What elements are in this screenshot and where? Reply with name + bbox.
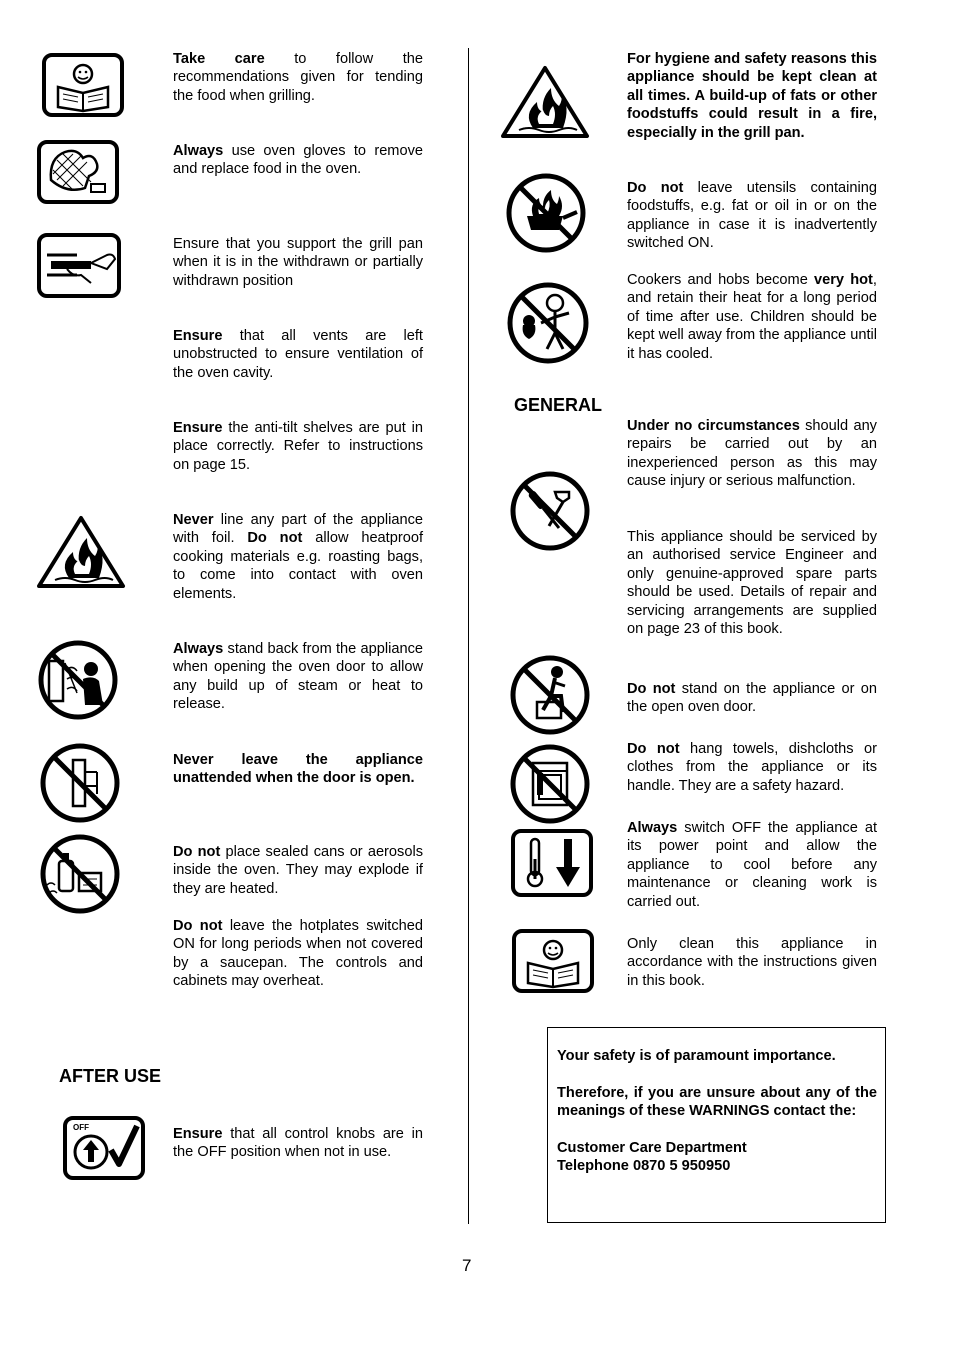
notice-line-1: Your safety is of paramount importance. [557,1048,836,1064]
fire-warning-icon [499,64,591,140]
no-standing-icon [509,654,591,736]
no-aerosols-icon [39,833,121,915]
right-item-2: Do not leave utensils containing foodstuffs, e.g. fat or oil in or on the appliance in case it is inadvertently switched ON. [627,180,877,252]
left-item-7: Always stand back from the appliance when opening the oven door to allow any build up of steam or heat to release. [173,641,423,713]
left-item-2: Always use oven gloves to remove and replace food in the oven. [173,143,423,178]
keep-children-away-icon [505,281,591,365]
reading-person-icon [42,53,124,117]
left-item-4: Ensure that all vents are left unobstructed to ensure ventilation of the oven cavity. [173,328,423,381]
general-item-2: This appliance should be serviced by an authorised service Engineer and only genuine-approved spare parts should be used. Details of repair and servicing arrangements are supplied on page 23 of this book. [627,529,877,638]
left-item-8: Never leave the appliance unattended when the door is open. [173,752,423,787]
no-diy-repair-icon [509,470,591,552]
left-item-3: Ensure that you support the grill pan when it is in the withdrawn or partially withdrawn position [173,236,423,289]
steam-warning-icon [37,639,119,721]
general-heading: GENERAL [514,395,603,415]
general-item-3: Do not stand on the appliance or on the open oven door. [627,681,877,716]
left-item-1: Take care to follow the recommendations given for tending the food when grilling. [173,51,423,104]
no-hanging-towels-icon [509,743,591,825]
notice-line-3: Customer Care Department [557,1140,747,1156]
notice-line-4: Telephone 0870 5 950950 [557,1158,731,1175]
page-number: 7 [462,1256,472,1275]
left-item-5: Ensure the anti-tilt shelves are put in place correctly. Refer to instructions on page 15. [173,420,423,473]
off-label: OFF [73,1123,89,1132]
grill-pan-support-icon [37,233,121,298]
general-item-5: Always switch OFF the appliance at its power point and allow the appliance to cool before any maintenance or cleaning work is carried out. [627,820,877,910]
notice-line-2: Therefore, if you are unsure about any of the meanings of these WARNINGS contact the: [557,1084,877,1120]
after-use-item: Ensure that all control knobs are in the OFF position when not in use. [173,1126,423,1161]
open-door-prohibited-icon [39,742,121,824]
cool-down-icon [511,829,593,897]
no-burning-pan-icon [505,172,587,254]
oven-glove-icon [37,140,119,204]
after-use-heading: AFTER USE [59,1066,162,1086]
general-item-1: Under no circumstances should any repairs be carried out by an inexperienced person as this may cause injury or serious malfunction. [627,418,877,490]
safety-notice-box [547,1027,886,1223]
left-item-10: Do not leave the hotplates switched ON for long periods when not covered by a saucepan. The controls and cabinets may overheat. [173,918,423,990]
general-item-6: Only clean this appliance in accordance with the instructions given in this book. [627,936,877,989]
right-item-3: Cookers and hobs become very hot, and retain their heat for a long period of time after use. Children should be kept well away from the appliance until it has cooled. [627,272,877,362]
right-item-1: For hygiene and safety reasons this appliance should be kept clean at all times. A build-up of fats or other foodstuffs could result in a fire, especially in the grill pan. [627,51,877,141]
reading-person-icon [512,928,594,994]
left-item-9: Do not place sealed cans or aerosols inside the oven. They may explode if they are heated. [173,844,423,897]
column-divider [468,48,469,1224]
off-position-check-icon [63,1116,145,1180]
fire-warning-icon [35,514,127,590]
left-item-6: Never line any part of the appliance with foil. Do not allow heatproof cooking materials e.g. roasting bags, to come into contact with oven elements. [173,512,423,602]
general-item-4: Do not hang towels, dishcloths or clothes from the appliance or its handle. They are a safety hazard. [627,741,877,794]
